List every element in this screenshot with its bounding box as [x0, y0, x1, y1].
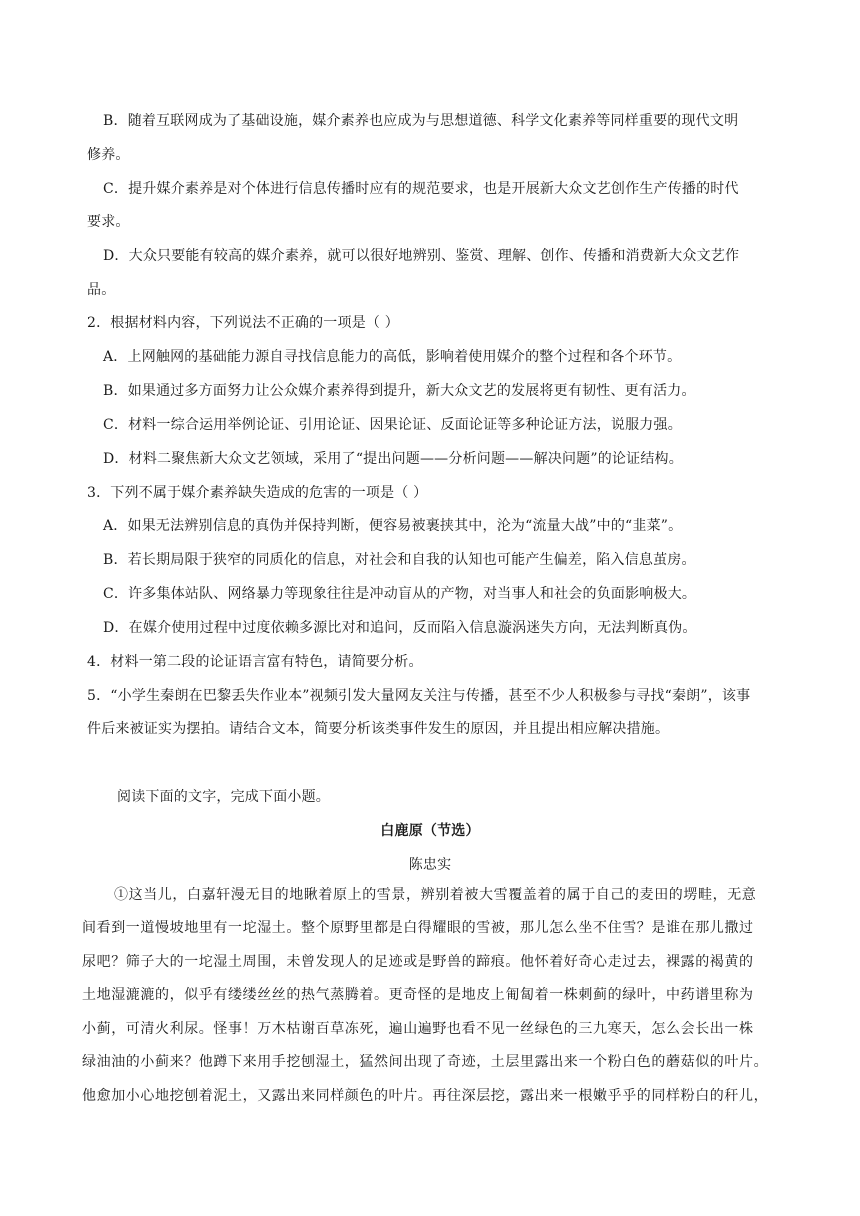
- passage-line-4: 土地湿漉漉的，似乎有缕缕丝丝的热气蒸腾着。更奇怪的是地皮上匍匐着一株刺蓟的绿叶，中药谱里称为: [82, 987, 754, 1003]
- q3-option-d: D．在媒介使用过程中过度依赖多源比对和追问，反而陷入信息漩涡迷失方向，无法判断真伪。: [103, 620, 697, 636]
- q2-stem: 2．根据材料内容，下列说法不正确的一项是（ ）: [87, 315, 399, 331]
- reading-instruction: 阅读下面的文字，完成下面小题。: [117, 789, 330, 805]
- q3-option-c: C．许多集体站队、网络暴力等现象往往是冲动盲从的产物，对当事人和社会的负面影响极大。: [103, 586, 697, 602]
- q2-option-b: B．如果通过多方面努力让公众媒介素养得到提升，新大众文艺的发展将更有韧性、更有活力。: [103, 383, 696, 399]
- passage-author: 陈忠实: [408, 857, 452, 873]
- passage-line-1: ①这当儿，白嘉轩漫无目的地瞅着原上的雪景，辨别着被大雪覆盖着的属于自己的麦田的塄畦，无意: [114, 887, 757, 903]
- q1-option-d-line1: D．大众只要能有较高的媒介素养，就可以很好地辨别、鉴赏、理解、创作、传播和消费新大众文艺作: [103, 248, 740, 264]
- q1-option-b-line1: B．随着互联网成为了基础设施，媒介素养也应成为与思想道德、科学文化素养等同样重要的现代文明: [103, 113, 739, 129]
- q1-option-c-line2: 要求。: [87, 214, 130, 230]
- q1-option-b-line2: 修养。: [87, 147, 130, 163]
- passage-line-6: 绿油油的小蓟来？他蹲下来用手挖刨湿土，猛然间出现了奇迹，土层里露出来一个粉白色的蘑菇似的叶片。: [82, 1054, 769, 1070]
- passage-line-5: 小蓟，可清火利尿。怪事！万木枯谢百草冻死，遍山遍野也看不见一丝绿色的三九寒天，怎么会长出一株: [82, 1021, 754, 1037]
- passage-title: 白鹿原（节选）: [380, 823, 480, 839]
- q4-stem: 4．材料一第二段的论证语言富有特色，请简要分析。: [87, 654, 423, 670]
- q1-option-d-line2: 品。: [87, 282, 116, 298]
- q2-option-a: A．上网触网的基础能力源自寻找信息能力的高低，影响着使用媒介的整个过程和各个环节。: [103, 349, 682, 365]
- passage-line-2: 间看到一道慢坡地里有一坨湿土。整个原野里都是白得耀眼的雪被，那儿怎么坐不住雪？是谁在那儿撒过: [82, 920, 754, 936]
- passage-line-7: 他愈加小心地挖刨着泥土，又露出来同样颜色的叶片。再往深层挖，露出来一根嫩乎乎的同样粉白的秆儿，: [82, 1088, 769, 1104]
- q2-option-c: C．材料一综合运用举例论证、引用论证、因果论证、反面论证等多种论证方法，说服力强。: [103, 417, 682, 433]
- q3-stem: 3．下列不属于媒介素养缺失造成的危害的一项是（ ）: [87, 485, 428, 501]
- q1-option-c-line1: C．提升媒介素养是对个体进行信息传播时应有的规范要求，也是开展新大众文艺创作生产传播的时代: [103, 181, 739, 197]
- passage-line-3: 尿吧？筛子大的一坨湿土周围，未曾发现人的足迹或是野兽的蹄痕。他怀着好奇心走过去，裸露的褐黄的: [82, 954, 754, 970]
- q5-stem-line1: 5．“小学生秦朗在巴黎丢失作业本”视频引发大量网友关注与传播，甚至不少人积极参与寻找“秦朗”，该事: [87, 688, 751, 704]
- q3-option-b: B．若长期局限于狭窄的同质化的信息，对社会和自我的认知也可能产生偏差，陷入信息茧房。: [103, 552, 696, 568]
- q2-option-d: D．材料二聚焦新大众文艺领域，采用了“提出问题——分析问题——解决问题”的论证结构。: [103, 451, 683, 467]
- q3-option-a: A．如果无法辨别信息的真伪并保持判断，便容易被裹挟其中，沦为“流量大战”中的“韭菜”。: [103, 518, 683, 534]
- q5-stem-line2: 件后来被证实为摆拍。请结合文本，简要分析该类事件发生的原因，并且提出相应解决措施。: [87, 721, 670, 737]
